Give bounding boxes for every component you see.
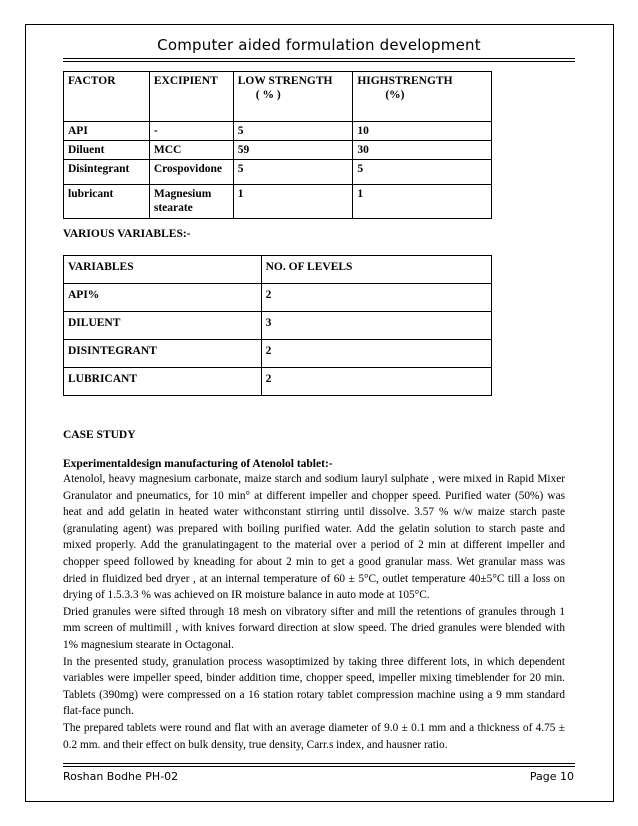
table-cell: Crospovidone xyxy=(149,160,233,185)
table-cell: 5 xyxy=(233,122,353,141)
table-row xyxy=(64,368,492,396)
table-row xyxy=(64,340,492,368)
header-cell: FACTOR xyxy=(64,72,150,122)
table-cell: 1 xyxy=(353,185,492,219)
table-cell: Diluent xyxy=(64,141,150,160)
table-cell: API xyxy=(64,122,150,141)
table-cell: 30 xyxy=(353,141,492,160)
table-cell xyxy=(149,185,233,219)
various-variables-heading: VARIOUS VARIABLES:- xyxy=(63,228,191,240)
table-row xyxy=(64,312,492,340)
header-line: LOW STRENGTH xyxy=(237,75,333,87)
paragraph: Dried granules were sifted through 18 mesh on vibratory sifter and mill the retentions of granules through 1 mm screen of multimill , with knives forward direction at slow speed. The dried granules were blended with 1% magnesium stearate in Octagonal. xyxy=(63,605,565,651)
paragraph: In the presented study, granulation process wasoptimized by taking three different lots, in which dependent variables were impeller speed, binder addition time, chopper speed, impeller mixing timeblender for 20 min. Tablets (390mg) were compressed on a 16 station rotary tablet compression machine using a 9 mm standard flat-face punch. xyxy=(63,655,565,718)
header-cell xyxy=(233,72,353,122)
page-number: Page 10 xyxy=(529,770,574,783)
table-cell: 59 xyxy=(233,141,353,160)
header-line: (%) xyxy=(385,89,405,101)
table-cell: 2 xyxy=(261,284,491,312)
header-rule xyxy=(63,58,575,59)
table-cell: Disintegrant xyxy=(64,160,150,185)
footer-author: Roshan Bodhe PH-02 xyxy=(63,770,179,783)
footer-rule xyxy=(63,766,575,767)
table-header-row xyxy=(64,256,492,284)
table-cell: lubricant xyxy=(64,185,150,219)
table-cell: LUBRICANT xyxy=(64,368,262,396)
experiment-heading: Experimentaldesign manufacturing of Atenolol tablet:- xyxy=(63,458,333,470)
table-row xyxy=(64,284,492,312)
table-row xyxy=(64,122,492,141)
table-cell: DILUENT xyxy=(64,312,262,340)
page-header-title: Computer aided formulation development xyxy=(157,36,481,54)
table-header-row xyxy=(64,72,492,122)
header-cell: VARIABLES xyxy=(64,256,262,284)
table-cell: 2 xyxy=(261,368,491,396)
table-cell: 1 xyxy=(233,185,353,219)
table-cell: 3 xyxy=(261,312,491,340)
header-line: HIGHSTRENGTH xyxy=(357,75,453,87)
footer-rule-thin xyxy=(63,763,575,764)
table-cell: API% xyxy=(64,284,262,312)
header-cell xyxy=(353,72,492,122)
table-cell: 2 xyxy=(261,340,491,368)
table-cell: DISINTEGRANT xyxy=(64,340,262,368)
cell-line: stearate xyxy=(153,202,193,214)
table-cell: - xyxy=(149,122,233,141)
table-cell: 10 xyxy=(353,122,492,141)
table-cell: 5 xyxy=(353,160,492,185)
levels-table xyxy=(63,255,492,396)
body-text xyxy=(63,471,565,753)
table-cell: MCC xyxy=(149,141,233,160)
table-row xyxy=(64,185,492,219)
table-row xyxy=(64,160,492,185)
table-cell: 5 xyxy=(233,160,353,185)
table-row xyxy=(64,141,492,160)
case-study-heading: CASE STUDY xyxy=(63,429,136,441)
header-cell: NO. OF LEVELS xyxy=(261,256,491,284)
header-cell: EXCIPIENT xyxy=(149,72,233,122)
header-rule-thin xyxy=(63,61,575,62)
paragraph: The prepared tablets were round and flat with an average diameter of 9.0 ± 0.1 mm and a thickness of 4.75 ± 0.2 mm. and their effect on bulk density, true density, Carr.s index, and hausner ratio. xyxy=(63,721,565,751)
factor-table xyxy=(63,71,492,219)
paragraph: Atenolol, heavy magnesium carbonate, maize starch and sodium lauryl sulphate , were mixed in Rapid Mixer Granulator and pneumatics, for 10 min° at different impeller and chopper speed. Purified water (50%) was heat and add gelatin in heated water withconstant stirring until dissolve. 3.57 % w/w maize starch paste (granulating agent) was prepared with boiling purified water. Add the gelatin solution to starch paste and mixed properly. Add the granulatingagent to the material over a period of 2 min at different impeller and chopper speed followed by kneading for about 2 min to get a good granular mass. Wet granular mass was dried in fluidized bed dryer , at an internal temperature of 60 ± 5°C, outlet temperature 40±5°C till a loss on drying of 1.5.3.3 % was achieved on IR moisture balance in auto mode at 105°C. xyxy=(63,473,565,602)
cell-line: Magnesium xyxy=(153,188,212,200)
header-line: ( % ) xyxy=(255,89,281,101)
